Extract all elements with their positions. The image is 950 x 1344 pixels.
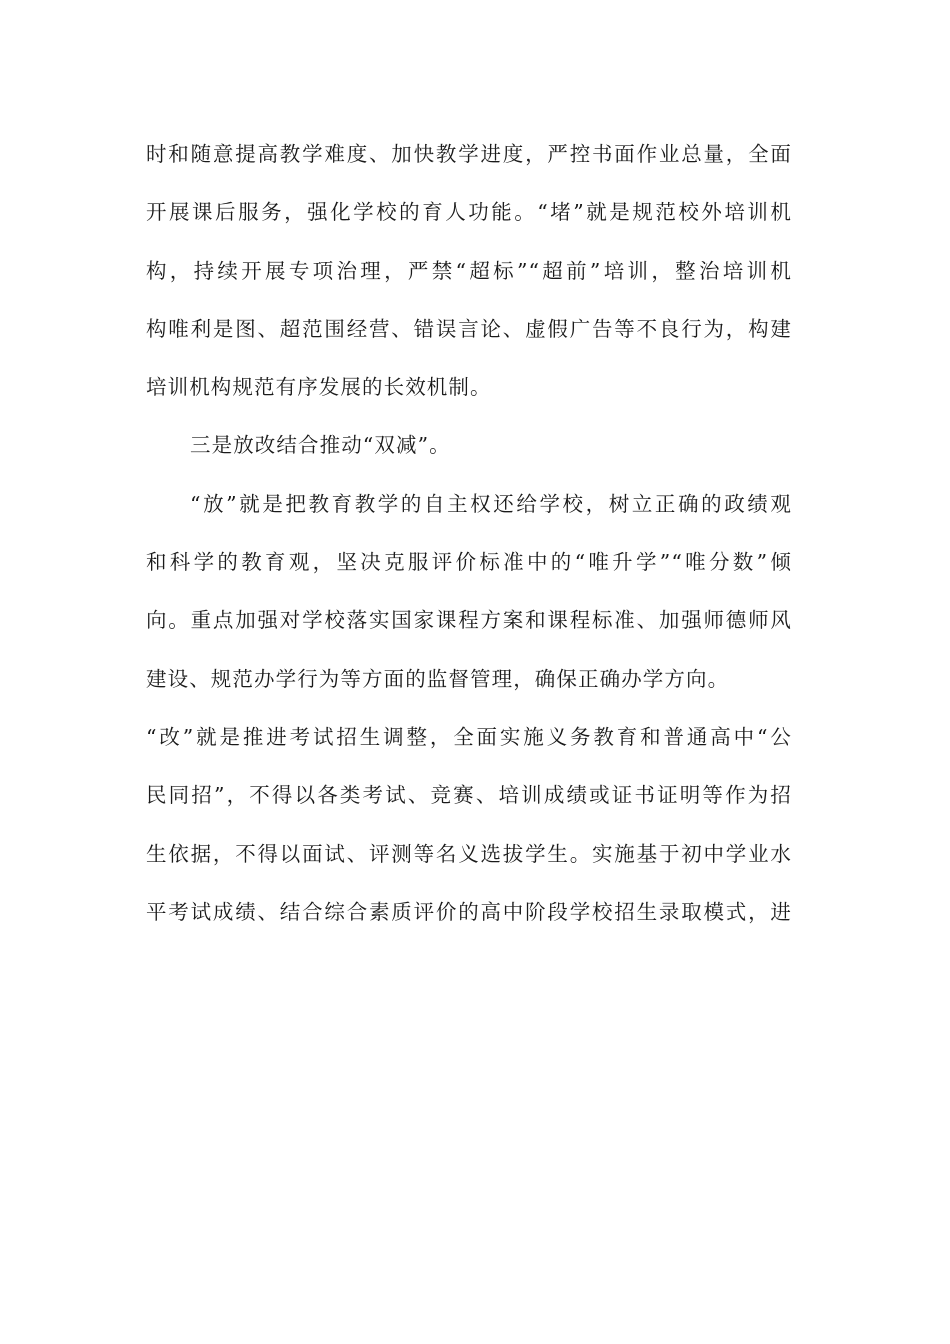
text-line: 和科学的教育观，坚决克服评价标准中的“唯升学”“唯分数”倾 bbox=[146, 550, 792, 575]
text-line: 建设、规范办学行为等方面的监督管理，确保正确办学方向。 bbox=[146, 666, 730, 691]
text-line: 向。重点加强对学校落实国家课程方案和课程标准、加强师德师风 bbox=[146, 608, 792, 633]
text-line: “改”就是推进考试招生调整，全面实施义务教育和普通高中“公 bbox=[146, 724, 792, 749]
text-line: 培训机构规范有序发展的长效机制。 bbox=[146, 375, 492, 400]
text-line: 构，持续开展专项治理，严禁“超标”“超前”培训，整治培训机 bbox=[146, 258, 792, 283]
text-line: 时和随意提高教学难度、加快教学进度，严控书面作业总量，全面 bbox=[146, 142, 792, 166]
text-line: 构唯利是图、超范围经营、错误言论、虚假广告等不良行为，构建 bbox=[146, 316, 792, 341]
section-heading: 三是放改结合推动“双减”。 bbox=[190, 433, 451, 458]
document-body bbox=[146, 125, 792, 941]
text-line: “放”就是把教育教学的自主权还给学校，树立正确的政绩观 bbox=[190, 491, 792, 516]
text-line: 开展课后服务，强化学校的育人功能。“堵”就是规范校外培训机 bbox=[146, 200, 792, 225]
text-line: 生依据，不得以面试、评测等名义选拔学生。实施基于初中学业水 bbox=[146, 841, 792, 866]
text-line: 平考试成绩、结合综合素质评价的高中阶段学校招生录取模式，进 bbox=[146, 899, 792, 924]
text-line: 民同招”，不得以各类考试、竞赛、培训成绩或证书证明等作为招 bbox=[146, 783, 792, 808]
